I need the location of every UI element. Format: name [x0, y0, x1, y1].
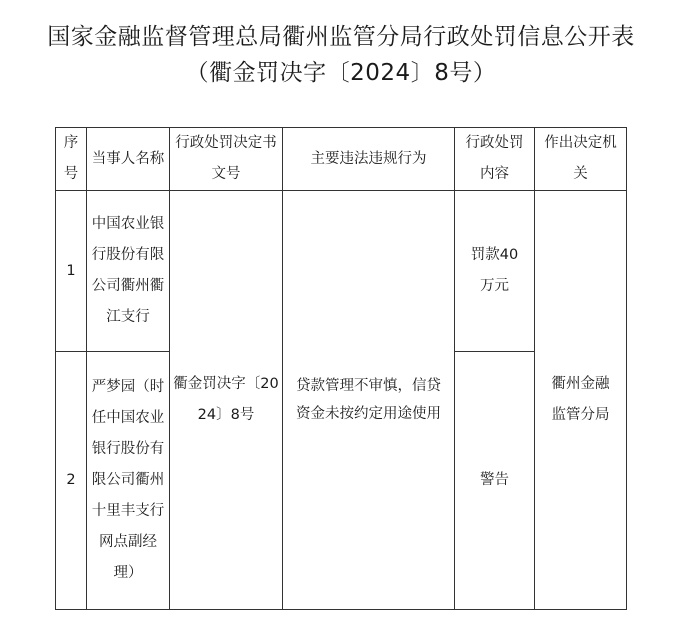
header-doc-no: 行政处罚决定书文号: [170, 128, 283, 191]
row-2-party: 严梦园（时任中国农业银行股份有限公司衢州十里丰支行网点副经理）: [87, 352, 170, 610]
table-row: [56, 191, 627, 352]
table-header-row: [56, 128, 627, 191]
header-seq: 序号: [56, 128, 87, 191]
page-subtitle: （衢金罚决字〔2024〕8号）: [185, 60, 497, 86]
header-authority: 作出决定机关: [535, 128, 627, 191]
header-party: 当事人名称: [87, 128, 170, 191]
row-1-penalty: 罚款40万元: [455, 191, 535, 352]
row-2-seq: 2: [56, 352, 87, 610]
header-violation: 主要违法违规行为: [283, 128, 455, 191]
row-1-party: 中国农业银行股份有限公司衢州衢江支行: [87, 191, 170, 352]
row-1-seq: 1: [56, 191, 87, 352]
page-title: 国家金融监督管理总局衢州监管分局行政处罚信息公开表: [47, 24, 635, 50]
authority-cell: 衢州金融监管分局: [535, 191, 627, 610]
doc-number-cell: 衢金罚决字〔2024〕8号: [170, 191, 283, 610]
violation-cell: 贷款管理不审慎，信贷资金未按约定用途使用: [283, 191, 455, 610]
penalty-table: [55, 127, 627, 610]
header-penalty: 行政处罚内容: [455, 128, 535, 191]
row-2-penalty: 警告: [455, 352, 535, 610]
